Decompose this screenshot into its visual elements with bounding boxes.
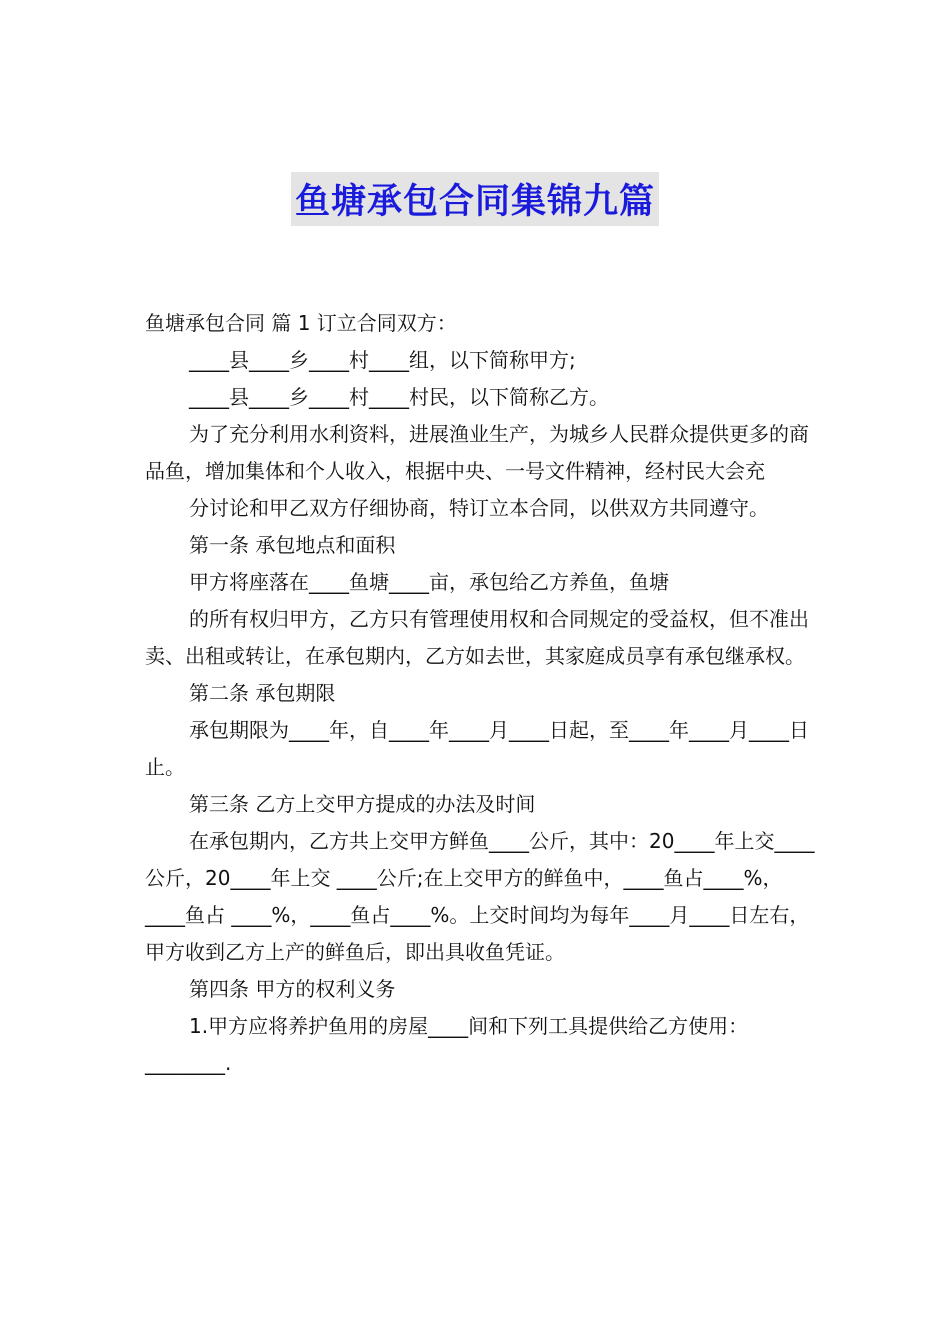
document-title-wrap xyxy=(0,172,950,226)
paragraph: ____县____乡____村____村民，以下简称乙方。 xyxy=(189,385,609,409)
paragraph: 第二条 承包期限 xyxy=(189,681,336,705)
paragraph: 在承包期内，乙方共上交甲方鲜鱼____公斤，其中：20____年上交____公斤，20____年上交 ____公斤;在上交甲方的鲜鱼中，____鱼占____%，____鱼占 ____%，____鱼占____%。上交时间均为每年____月____日左右，甲方收到乙方上产的鲜鱼后，即出具收鱼凭证。 xyxy=(145,829,815,964)
paragraph: 为了充分利用水利资料，进展渔业生产，为城乡人民群众提供更多的商品鱼，增加集体和个人收入，根据中央、一号文件精神，经村民大会充 xyxy=(145,422,809,483)
paragraph: ____县____乡____村____组，以下简称甲方; xyxy=(189,348,576,372)
paragraph: 鱼塘承包合同 篇 1 订立合同双方： xyxy=(145,311,457,335)
paragraph: 1.甲方应将养护鱼用的房屋____间和下列工具提供给乙方使用：________. xyxy=(145,1014,749,1075)
paragraph: 的所有权归甲方，乙方只有管理使用权和合同规定的受益权，但不准出卖、出租或转让，在承包期内，乙方如去世，其家庭成员享有承包继承权。 xyxy=(145,607,809,668)
paragraph: 分讨论和甲乙双方仔细协商，特订立本合同，以供双方共同遵守。 xyxy=(189,496,769,520)
paragraph: 第三条 乙方上交甲方提成的办法及时间 xyxy=(189,792,536,816)
document-title: 鱼塘承包合同集锦九篇 xyxy=(291,172,659,226)
paragraph: 承包期限为____年，自____年____月____日起，至____年____月____日止。 xyxy=(145,718,809,779)
paragraph: 第四条 甲方的权利义务 xyxy=(189,977,396,1001)
paragraph: 第一条 承包地点和面积 xyxy=(189,533,396,557)
paragraph: 甲方将座落在____鱼塘____亩，承包给乙方养鱼，鱼塘 xyxy=(189,570,669,594)
document-body xyxy=(145,305,815,1082)
